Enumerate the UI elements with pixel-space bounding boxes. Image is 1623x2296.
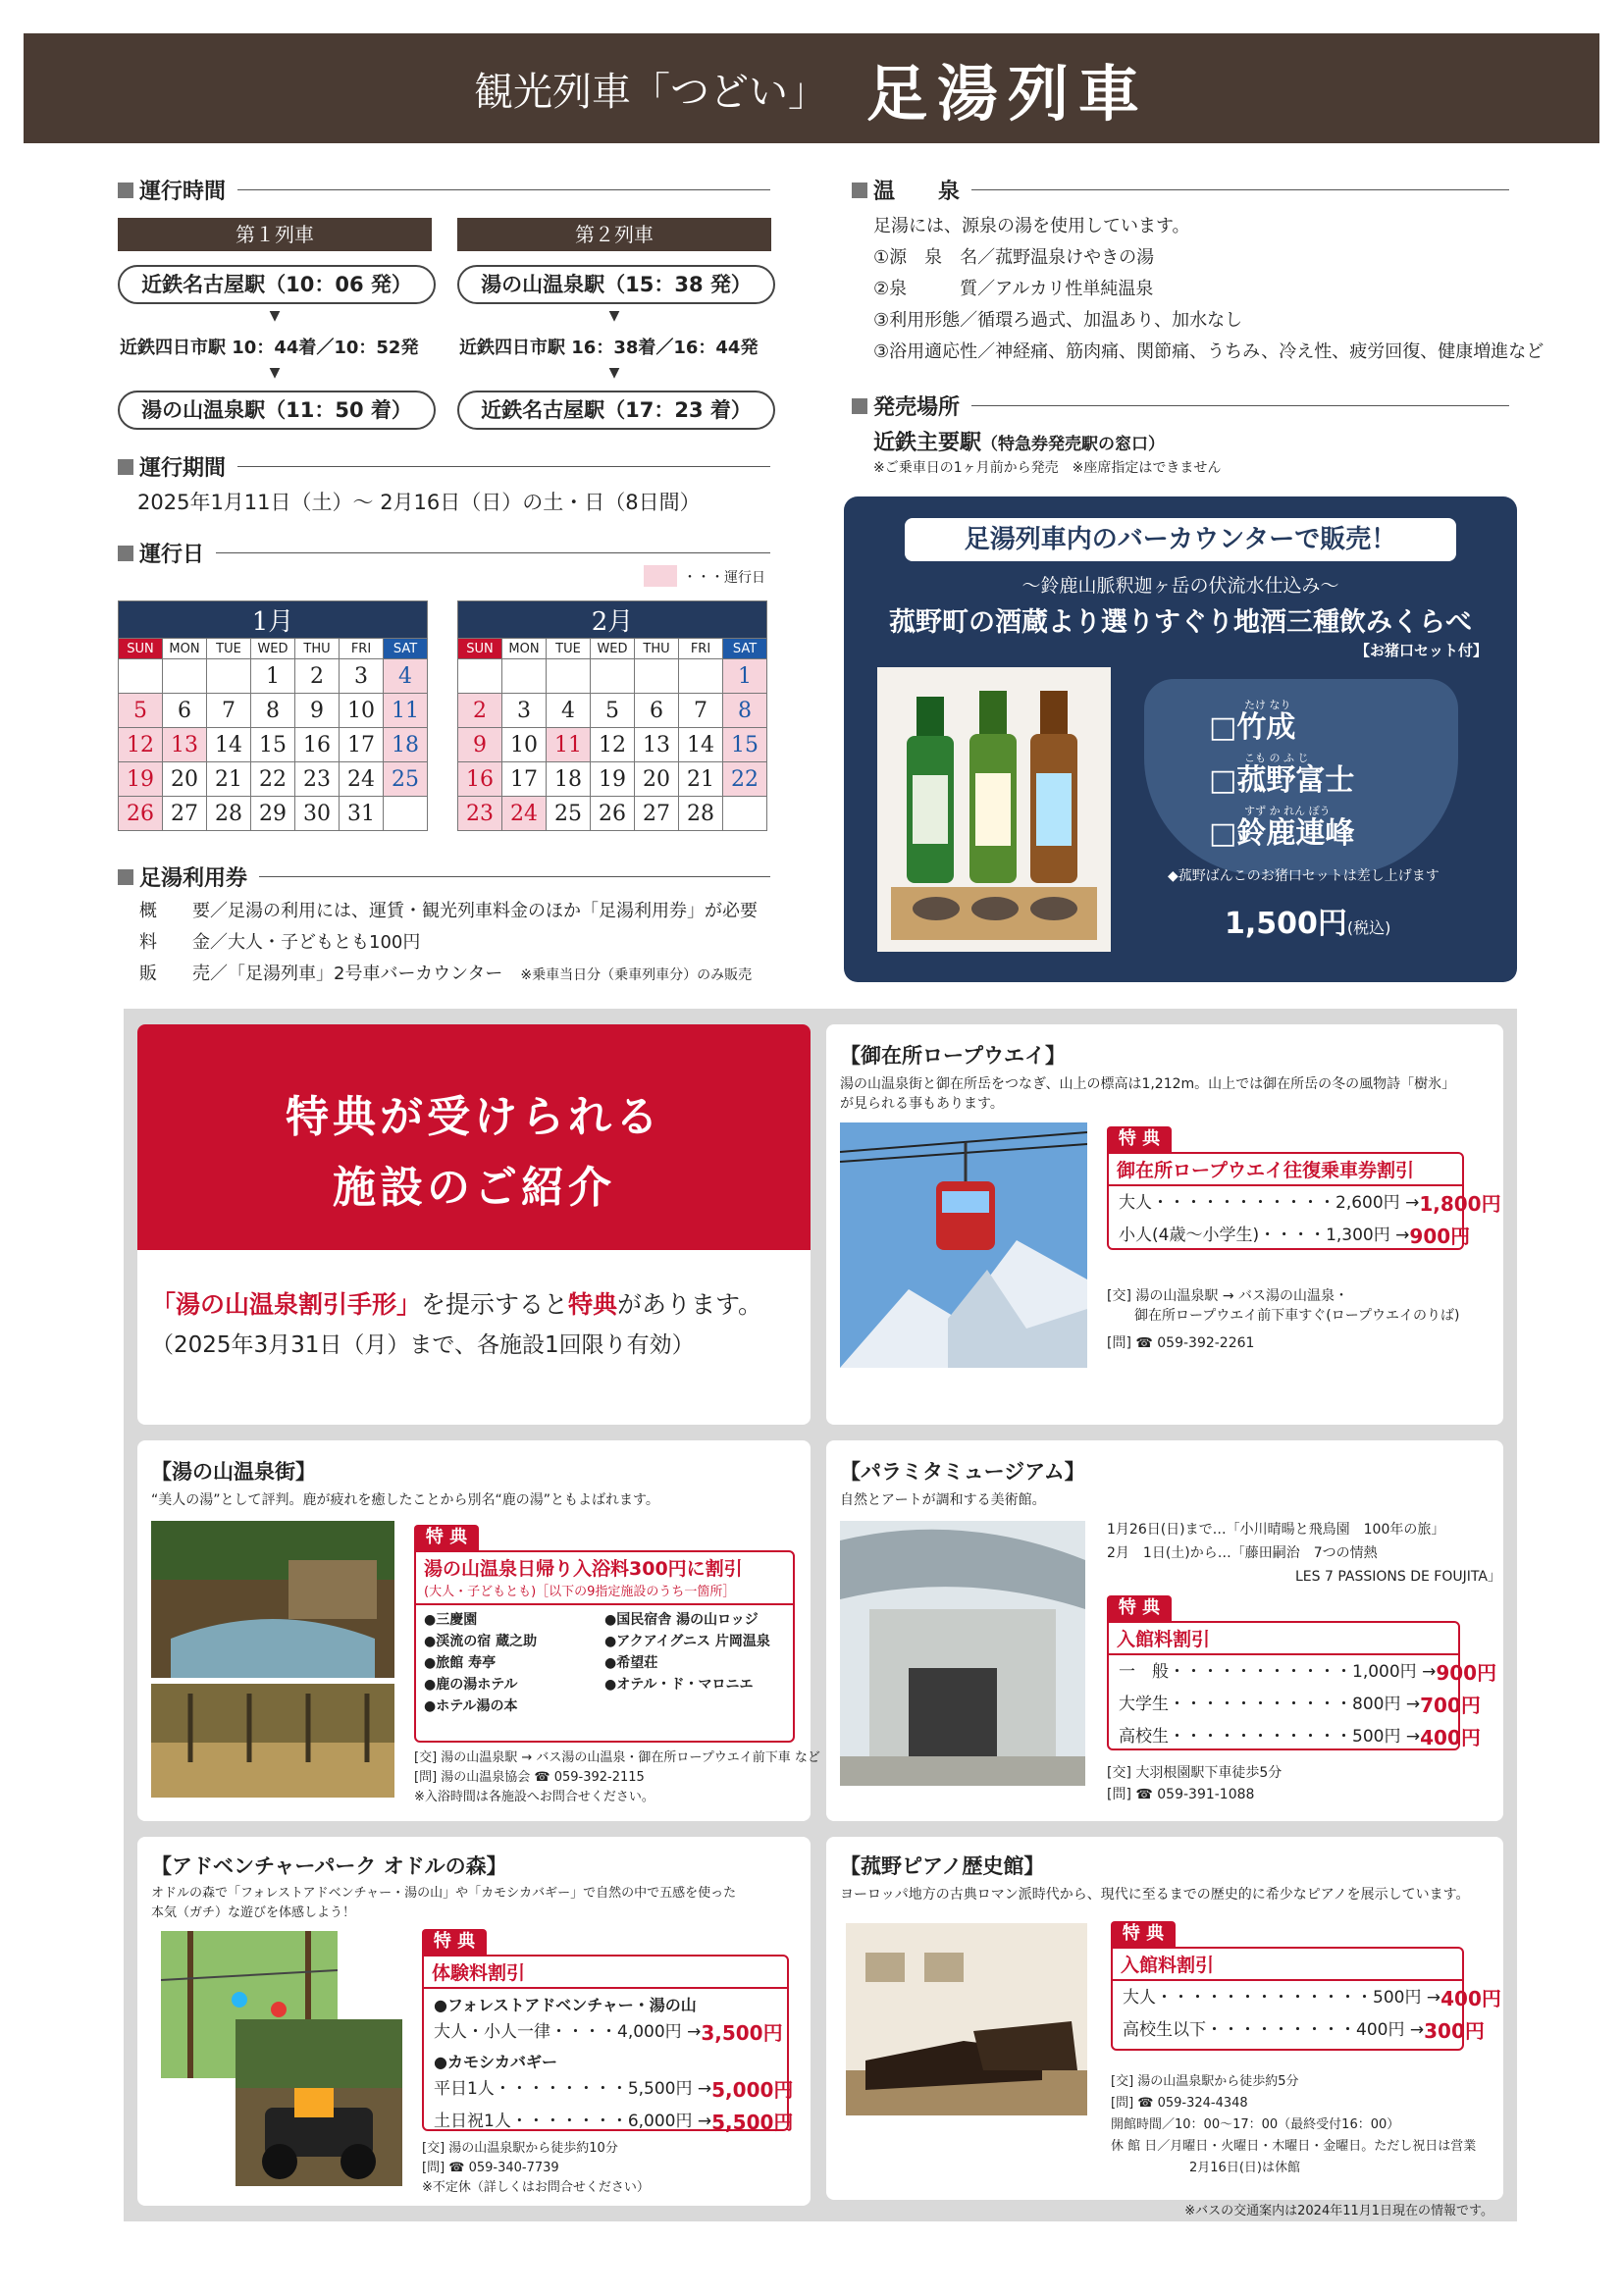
piano-desc: ヨーロッパ地方の古典ロマン派時代から、現代に至るまでの歴史的に希少なピアノを展示しています。 [840,1887,1470,1903]
calendar-day: 1 [251,659,295,694]
bar-title: 足湯列車内のバーカウンターで販売！ [905,518,1456,561]
weekday-header: MON [502,639,547,659]
calendar-day: 7 [679,694,723,728]
calendar-day [458,659,502,694]
odoru-title: 【アドベンチャーパーク オドルの森】 [151,1854,507,1878]
schedule-title: 運行時間 [139,180,227,204]
calendar-day [635,659,679,694]
train2-via: 近鉄四日市駅 16：38着／16：44発 [459,338,759,358]
onsengai-desc: “美人の湯”として評判。鹿が疲れを癒したことから別名“鹿の湯”ともよばれます。 [151,1492,659,1508]
onsengai-offer: 湯の山温泉日帰り入浴料300円に割引 (大人・子どもとも)［以下の9指定施設のうち一箇所］ ●三慶園 ●国民宿舎 湯の山ロッジ ●渓流の宿 蔵之助 ●アクアイグニス 片岡温泉 ●旅館 寿亭 ●希望荘 ●鹿の湯ホテル ●オテル・ド・マロニエ ●ホテル湯の本 [414,1550,795,1743]
calendar-day: 28 [679,797,723,831]
train1-label: 第１列車 [118,218,432,251]
calendar-day: 14 [207,728,251,762]
calendar-day [591,659,635,694]
calendar-day: 4 [547,694,591,728]
calendar-day: 4 [384,659,428,694]
calendar-day: 21 [679,762,723,797]
sake-photo [877,667,1111,952]
piano-offer: 入館料割引 大人・・・・・・・・・・・・・500円 → 400円 高校生以下・・・・・・・・・400円 → 300円 [1111,1947,1464,2051]
ropeway-desc-1: 湯の山温泉街と御在所岳をつなぎ、山上の標高は1,212m。山上では御在所岳の冬の風物詩「樹氷」 [840,1076,1456,1092]
calendar-day [207,659,251,694]
intro-title-2: 施設のご紹介 [333,1163,615,1213]
bar-counter-panel [844,496,1517,982]
calendar-day: 12 [119,728,163,762]
calendar-day: 15 [723,728,767,762]
facility-item: ●鹿の湯ホテル [424,1677,518,1693]
odoru-tel: [問] ☎ 059-340-7739 [422,2161,559,2175]
onsengai-photo-1 [151,1521,394,1678]
bar-note: ◆菰野ばんこのお猪口セットは差し上げます [1168,868,1440,884]
ropeway-desc-2: が見られる事もあります。 [840,1096,1004,1112]
facility-item: ●アクアイグニス 片岡温泉 [604,1634,770,1649]
ropeway-title: 【御在所ロープウエイ】 [840,1044,1066,1068]
onsengai-card [137,1440,820,1821]
calendar-day: 28 [207,797,251,831]
facility-item: ●渓流の宿 蔵之助 [424,1634,538,1649]
calendar-day: 7 [207,694,251,728]
onsengai-tokuten: 特 典 [414,1525,479,1550]
calendar-day [119,659,163,694]
calendar-january [118,600,428,831]
calendar-day: 17 [340,728,384,762]
odoru-price-weekday: 平日1人・・・・・・・・5,500円 → 5,000円 [434,2078,794,2102]
calendar-day: 11 [384,694,428,728]
odoru-price-forest: 大人・小人一律・・・・4,000円 → 3,500円 [434,2021,783,2045]
calendar-day: 17 [502,762,547,797]
calendar-day: 13 [635,728,679,762]
calendar-day [723,797,767,831]
weekday-header: MON [163,639,207,659]
ropeway-access-2: 御在所ロープウエイ前下車すぐ(ロープウエイのりば) [1107,1308,1460,1324]
calendar-day: 20 [163,762,207,797]
odoru-note: ※不定休（詳しくはお問合せください） [422,2180,650,2195]
calendar-day: 19 [119,762,163,797]
intro-banner [137,1024,811,1250]
ropeway-price-child: 小人(4歳～小学生)・・・・1,300円 → 900円 [1119,1225,1471,1248]
facility-list [416,1605,793,1719]
paramita-exhibit-1: 1月26日(日)まで…「小川晴暘と飛鳥園 100年の旅」 [1107,1522,1445,1538]
facility-item: ●オテル・ド・マロニエ [604,1677,754,1693]
odoru-access: [交] 湯の山温泉駅から徒歩約10分 [422,2141,618,2156]
odoru-photo-2 [236,2019,402,2186]
sake-item: こも の ふ じ □菰野富士 [1209,752,1355,798]
weekday-header: SUN [458,639,502,659]
calendar-day: 10 [502,728,547,762]
paramita-tel: [問] ☎ 059-391-1088 [1107,1787,1255,1802]
odoru-offer: 体験料割引 ●フォレストアドベンチャー・湯の山 大人・小人一律・・・・4,000円 → 3,500円 ●カモシカバギー 平日1人・・・・・・・・5,500円 → 5,000円 土日祝1人・・・・・・・6,000円 → 5,500円 [422,1955,789,2131]
piano-hours: 開館時間／10：00～17：00（最終受付16：00） [1111,2117,1400,2132]
calendar-day: 10 [340,694,384,728]
weekday-header: WED [251,639,295,659]
ropeway-photo [840,1122,1087,1368]
calendar-february [457,600,767,831]
month-label: 2月 [458,601,767,639]
calendar-day: 26 [591,797,635,831]
facility-item: ●希望荘 [604,1655,658,1671]
calendar-day: 24 [340,762,384,797]
arrow-down-icon: ▼ [608,308,620,324]
calendar-day [163,659,207,694]
calendar-day: 16 [295,728,340,762]
ropeway-access-1: [交] 湯の山温泉駅 → バス湯の山温泉・ [1107,1288,1349,1304]
weekday-header: TUE [547,639,591,659]
paramita-title: 【パラミタミュージアム】 [840,1460,1085,1484]
bar-tag: 【お猪口セット付】 [1354,642,1488,659]
header-title: 足湯列車 [865,57,1149,130]
paramita-exhibit-3: LES 7 PASSIONS DE FOUJITA」 [1295,1569,1501,1585]
weekday-header: FRI [679,639,723,659]
paramita-photo [840,1521,1085,1786]
sake-list [1209,697,1354,856]
ropeway-tokuten: 特 典 [1107,1126,1172,1152]
calendar-day: 5 [119,694,163,728]
onsengai-photo-2 [151,1684,394,1798]
calendar-day: 22 [723,762,767,797]
bar-subtitle: ～鈴鹿山脈釈迦ヶ岳の伏流水仕込み～ [1021,575,1339,597]
onsen-source: ①源 泉 名／菰野温泉けやきの湯 [873,247,1155,268]
facility-item: ●国民宿舎 湯の山ロッジ [604,1612,759,1628]
calendar-day: 6 [163,694,207,728]
bar-price: 1,500円(税込) [1225,907,1391,941]
paramita-access: [交] 大羽根園駅下車徒歩5分 [1107,1765,1283,1781]
sales-heading: 発売場所 [852,391,1509,421]
piano-closed-2: 2月16日(日)は休館 [1189,2161,1300,2175]
weekday-header: THU [295,639,340,659]
ticket-summary: 概 要／足湯の利用には、運賃・観光列車料金のほか「足湯利用券」が必要 [139,901,758,921]
facility-item: ●旅館 寿亭 [424,1655,497,1671]
calendar-day: 16 [458,762,502,797]
paramita-price-general: 一 般・・・・・・・・・・・1,000円 → 900円 [1119,1661,1497,1685]
weekday-header: THU [635,639,679,659]
odoru-card [137,1837,811,2206]
calendar-day: 29 [251,797,295,831]
intro-validity: （2025年3月31日（月）まで、各施設1回限り有効） [151,1332,695,1358]
train2-label: 第２列車 [457,218,771,251]
piano-price-student: 高校生以下・・・・・・・・・400円 → 300円 [1123,2019,1485,2043]
calendar-day: 9 [458,728,502,762]
onsengai-tel: [問] 湯の山温泉協会 ☎ 059-392-2115 [414,1770,645,1785]
calendar-day: 1 [723,659,767,694]
piano-price-adult: 大人・・・・・・・・・・・・・500円 → 400円 [1123,1987,1501,2010]
calendar-day [384,797,428,831]
odoru-group-1: ●フォレストアドベンチャー・湯の山 [434,1996,697,2014]
paramita-price-university: 大学生・・・・・・・・・・・800円 → 700円 [1119,1694,1481,1717]
intro-lead: 「湯の山温泉割引手形」を提示すると特典があります。 [151,1290,763,1319]
piano-card [826,1837,1503,2200]
ropeway-tel: [問] ☎ 059-392-2261 [1107,1335,1255,1351]
calendar-day: 8 [251,694,295,728]
calendar-day: 13 [163,728,207,762]
onsen-intro: 足湯には、源泉の湯を使用しています。 [873,216,1190,236]
ticket-price: 料 金／大人・子どもとも100円 [139,932,421,953]
calendar-day [547,659,591,694]
calendar-day: 23 [458,797,502,831]
bar-headline: 菰野町の酒蔵より選りすぐり地酒三種飲みくらべ [889,607,1472,638]
calendar-day: 11 [547,728,591,762]
arrow-down-icon: ▼ [269,308,281,324]
period-text: 2025年1月11日（土）～ 2月16日（日）の土・日（8日間） [137,491,701,514]
paramita-tokuten: 特 典 [1107,1595,1172,1621]
sales-note: ※ご乗車日の1ヶ月前から発売 ※座席指定はできません [873,460,1222,476]
calendar-day: 15 [251,728,295,762]
intro-card [137,1024,811,1425]
calendar-day: 9 [295,694,340,728]
header-subtitle: 観光列車「つどい」 [473,69,827,115]
piano-tel: [問] ☎ 059-324-4348 [1111,2096,1248,2111]
ticket-sales: 販 売／「足湯列車」2号車バーカウンター ※乗車当日分（乗車列車分）のみ販売 [139,964,753,984]
piano-tokuten: 特 典 [1111,1921,1176,1947]
calendar-day: 20 [635,762,679,797]
onsengai-note: ※入浴時間は各施設へお問合せください。 [414,1790,654,1804]
piano-title: 【菰野ピアノ歴史館】 [840,1854,1045,1878]
calendar-day: 24 [502,797,547,831]
ropeway-card [826,1024,1503,1425]
footnote: ※バスの交通案内は2024年11月1日現在の情報です。 [1184,2204,1493,2218]
calendar-day: 14 [679,728,723,762]
train1-from: 近鉄名古屋駅（10：06 発） [118,265,436,304]
sales-main: 近鉄主要駅（特急券発売駅の窓口） [873,431,1166,455]
arrow-down-icon: ▼ [269,365,281,381]
paramita-offer: 入館料割引 一 般・・・・・・・・・・・1,000円 → 900円 大学生・・・・・・・・・・・800円 → 700円 高校生・・・・・・・・・・・500円 → 400円 [1107,1621,1460,1750]
calendar-day: 6 [635,694,679,728]
train2-from: 湯の山温泉駅（15：38 発） [457,265,775,304]
sake-item: すず か れん ぽう □鈴鹿連峰 [1209,805,1355,851]
ticket-heading: 足湯利用券 [118,861,770,892]
train1-via: 近鉄四日市駅 10：44着／10：52発 [120,338,419,358]
calendar-day: 31 [340,797,384,831]
legend-swatch [644,565,677,587]
calendar-day: 12 [591,728,635,762]
piano-closed: 休 館 日／月曜日・火曜日・木曜日・金曜日。ただし祝日は営業 [1111,2139,1477,2154]
paramita-price-highschool: 高校生・・・・・・・・・・・500円 → 400円 [1119,1726,1481,1749]
intro-title-1: 特典が受けられる [286,1092,662,1142]
calendar-day: 25 [384,762,428,797]
weekday-header: SUN [119,639,163,659]
calendar-day: 3 [340,659,384,694]
weekday-header: FRI [340,639,384,659]
ropeway-offer: 御在所ロープウエイ往復乗車券割引 大人・・・・・・・・・・・2,600円 → 1,800円 小人(4歳～小学生)・・・・1,300円 → 900円 [1107,1152,1464,1250]
odoru-tokuten: 特 典 [422,1929,487,1955]
train2-to: 近鉄名古屋駅（17：23 着） [457,391,775,430]
calendar-day: 26 [119,797,163,831]
onsen-usage: ③利用形態／循環ろ過式、加温あり、加水なし [873,310,1243,331]
arrow-down-icon: ▼ [608,365,620,381]
calendar-day: 30 [295,797,340,831]
odoru-desc-1: オドルの森で「フォレストアドベンチャー・湯の山」や「カモシカバギー」で自然の中で五感を使った [151,1886,737,1901]
month-label: 1月 [119,601,428,639]
weekday-header: TUE [207,639,251,659]
weekday-header: WED [591,639,635,659]
days-heading: 運行日 [118,538,770,568]
square-icon [118,183,133,198]
piano-access: [交] 湯の山温泉駅から徒歩約5分 [1111,2074,1299,2089]
onsen-heading: 温 泉 [852,175,1509,205]
calendar-day: 25 [547,797,591,831]
calendar-day: 21 [207,762,251,797]
onsengai-access: [交] 湯の山温泉駅 → バス湯の山温泉・御在所ロープウエイ前下車 など [414,1750,820,1765]
onsen-effects: ③浴用適応性／神経痛、筋肉痛、関節痛、うちみ、冷え性、疲労回復、健康増進など [873,341,1544,362]
weekday-header: SAT [723,639,767,659]
calendar-day: 22 [251,762,295,797]
calendar-day: 5 [591,694,635,728]
paramita-card [826,1440,1503,1821]
train1-to: 湯の山温泉駅（11：50 着） [118,391,436,430]
sake-item: たけ なり □竹成 [1209,699,1296,745]
calendar-day: 8 [723,694,767,728]
legend-text: ・・・運行日 [683,570,765,586]
calendar-day: 27 [635,797,679,831]
facility-item: ●三慶園 [424,1612,478,1628]
paramita-exhibit-2: 2月 1日(土)から…「藤田嗣治 7つの情熱 [1107,1545,1378,1561]
paramita-desc: 自然とアートが調和する美術館。 [840,1492,1046,1508]
weekday-header: SAT [384,639,428,659]
ropeway-price-adult: 大人・・・・・・・・・・・2,600円 → 1,800円 [1119,1192,1501,1216]
calendar-day: 3 [502,694,547,728]
calendar-day: 2 [458,694,502,728]
calendar-day [679,659,723,694]
piano-photo [846,1923,1087,2115]
schedule-heading [118,175,770,205]
calendar-day: 18 [384,728,428,762]
header-banner [24,33,1599,143]
facilities-section [124,1009,1517,2221]
odoru-price-weekend: 土日祝1人・・・・・・・6,000円 → 5,500円 [434,2111,794,2134]
calendar-day [502,659,547,694]
period-heading: 運行期間 [118,451,770,482]
calendar-day: 18 [547,762,591,797]
onsen-quality: ②泉 質／アルカリ性単純温泉 [873,279,1154,299]
onsengai-title: 【湯の山温泉街】 [151,1460,316,1484]
facility-item: ●ホテル湯の本 [424,1698,518,1714]
calendar-day: 19 [591,762,635,797]
odoru-desc-2: 本気（ガチ）な遊びを体感しよう！ [151,1905,356,1920]
odoru-group-2: ●カモシカバギー [434,2053,557,2071]
calendar-day: 27 [163,797,207,831]
calendar-day: 23 [295,762,340,797]
calendar-day: 2 [295,659,340,694]
